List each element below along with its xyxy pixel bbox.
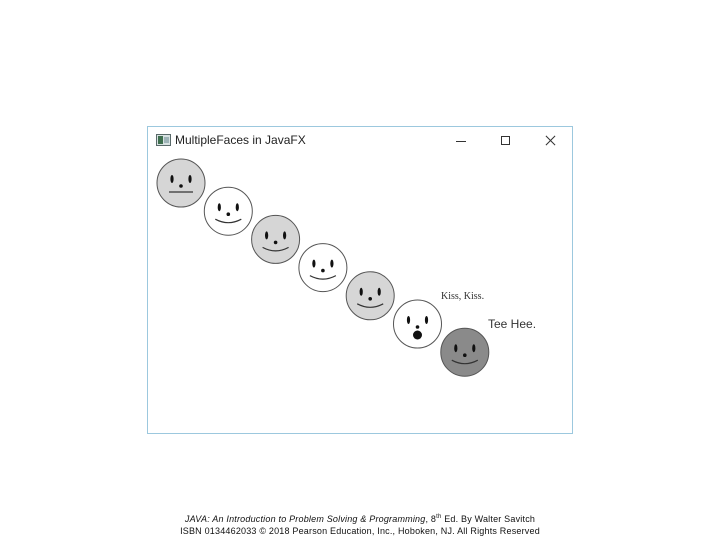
face-nose (416, 325, 420, 329)
window-title: MultipleFaces in JavaFX (175, 133, 306, 147)
face-nose (463, 353, 467, 357)
caption-line-1: JAVA: An Introduction to Problem Solving & Programming, 8th Ed. By Walter Savitch (184, 514, 536, 524)
face-head (252, 215, 300, 263)
face-eye (312, 260, 315, 268)
application-window (147, 126, 573, 434)
face-head (346, 272, 394, 320)
face-eye (378, 288, 381, 296)
edition-author: Ed. By Walter Savitch (441, 514, 536, 524)
face-head (441, 328, 489, 376)
faces-canvas (148, 155, 572, 433)
face-head (204, 187, 252, 235)
face-head (299, 244, 347, 292)
face-nose (274, 241, 278, 245)
face-eye (218, 203, 221, 211)
face-eye (407, 316, 410, 324)
face-eye (265, 231, 268, 239)
face-7 (441, 328, 489, 376)
tee-hee-label: Tee Hee. (488, 317, 537, 331)
face-eye (188, 175, 191, 183)
face-4 (299, 244, 347, 292)
kiss-kiss-label: Kiss, Kiss. (441, 291, 485, 302)
face-eye (283, 231, 286, 239)
face-eye (472, 344, 475, 352)
edition-superscript: th (436, 514, 442, 520)
face-eye (360, 288, 363, 296)
face-eye (330, 260, 333, 268)
face-2 (204, 187, 252, 235)
minimize-button[interactable] (446, 130, 476, 152)
face-eye (425, 316, 428, 324)
face-nose (368, 297, 372, 301)
face-nose (179, 184, 183, 188)
face-3 (252, 215, 300, 263)
face-eye (170, 175, 173, 183)
edition-number: 8 (430, 514, 437, 524)
face-6 (394, 300, 442, 348)
face-nose (227, 212, 231, 216)
maximize-button[interactable] (491, 130, 521, 152)
face-eye (236, 203, 239, 211)
face-mouth (413, 331, 422, 340)
face-eye (454, 344, 457, 352)
close-button[interactable] (536, 130, 566, 152)
face-nose (321, 269, 325, 273)
caption-line-2: ISBN 0134462033 © 2018 Pearson Education, Inc., Hoboken, NJ. All Rights Reserved (180, 526, 540, 536)
title-bar[interactable] (148, 127, 572, 155)
face-1 (157, 159, 205, 207)
javafx-app-icon (156, 134, 171, 146)
book-title: JAVA: An Introduction to Problem Solving & Programming (184, 514, 426, 524)
face-head (394, 300, 442, 348)
face-head (157, 159, 205, 207)
face-5 (346, 272, 394, 320)
